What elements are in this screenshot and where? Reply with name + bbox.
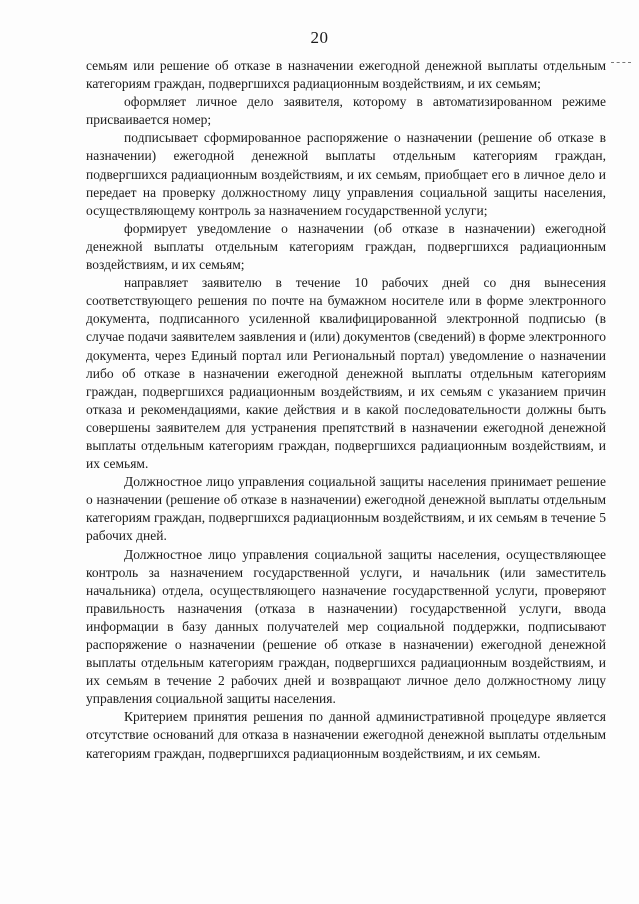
- scan-edge-mark: [611, 62, 631, 63]
- page-number: 20: [310, 28, 329, 47]
- paragraph-1: семьям или решение об отказе в назначении ежегодной денежной выплаты отдельным категориям граждан, подвергшихся радиационным воздействиям, и их семьям;: [86, 58, 606, 92]
- paragraph-8: Критерием принятия решения по данной административной процедуре является отсутствие оснований для отказа в назначении ежегодной денежной выплаты отдельным категориям граждан, подвергшихся радиационным воздействиям, и их семьям.: [86, 709, 606, 761]
- paragraph-4: формирует уведомление о назначении (об отказе в назначении) ежегодной денежной выплаты отдельным категориям граждан, подвергшихся радиационным воздействиям, и их семьям;: [86, 220, 606, 273]
- paragraph-3: подписывает сформированное распоряжение о назначении (решение об отказе в назначении) ежегодной денежной выплаты отдельным категориям граждан, подвергшихся радиационным воздействиям, и их семьям, приобщает его в личное дело и передает на проверку должностному лицу управления социальной защиты населения, осуществляющему контроль за назначением государственной услуги;: [86, 130, 606, 218]
- paragraph-2: оформляет личное дело заявителя, которому в автоматизированном режиме присваивается номер;: [86, 94, 606, 128]
- paragraph-6: Должностное лицо управления социальной защиты населения принимает решение о назначении (решение об отказе в назначении) ежегодной денежной выплаты отдельным категориям граждан, подвергшихся радиационным воздействиям, и их семьям в течение 5 рабочих дней.: [86, 474, 606, 544]
- paragraph-5: направляет заявителю в течение 10 рабочих дней со дня вынесения соответствующего решения по почте на бумажном носителе или в форме электронного документа, подписанного усиленной квалифицированной электронной подписью (в случае подачи заявителем заявления и (или) документов (сведений) в форме электронного документа, через Единый портал или Региональный портал) уведомление о назначении либо об отказе в назначении ежегодной денежной выплаты отдельным категориям граждан, подвергшихся радиационным воздействиям, и их семьям с указанием причин отказа и рекомендациями, какие действия и в какой последовательности должны быть совершены заявителем для устранения препятствий в назначении ежегодной денежной выплаты отдельным категориям граждан, подвергшихся радиационным воздействиям, и их семьям.: [86, 275, 606, 472]
- document-body: [86, 57, 606, 763]
- paragraph-7: Должностное лицо управления социальной защиты населения, осуществляющее контроль за назначением государственной услуги, и начальник (или заместитель начальника) отдела, осуществляющего назначение государственной услуги, проверяют правильность назначения (отказа в назначении) государственной услуги, ввода информации в базу данных получателей мер социальной поддержки, подписывают распоряжение о назначении (решение об отказе в назначении) ежегодной денежной выплаты отдельным категориям граждан, подвергшихся радиационным воздействиям, и их семьям в течение 2 рабочих дней и возвращают личное дело должностному лицу управления социальной защиты населения.: [86, 546, 606, 707]
